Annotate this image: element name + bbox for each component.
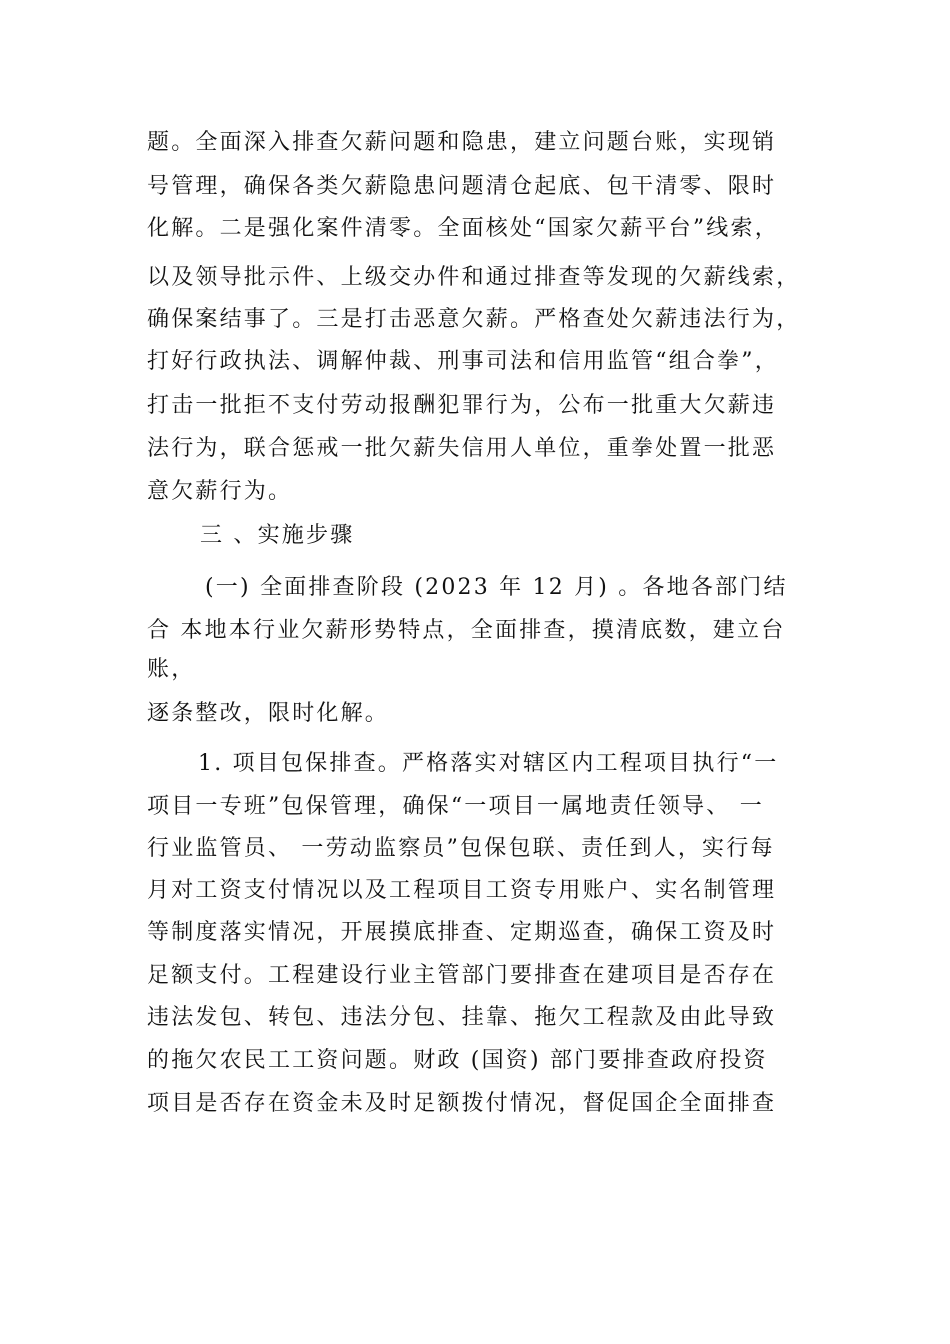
text-line: 的拖欠农民工工资问题。财政 (国资) 部门要排查政府投资 [147, 1048, 768, 1073]
text-line: 等制度落实情况，开展摸底排查、定期巡查，确保工资及时 [147, 920, 777, 945]
text-line: 项目是否存在资金未及时足额拨付情况，督促国企全面排查 [147, 1091, 777, 1116]
text-line: 行业监管员、 一劳动监察员”包保包联、责任到人，实行每 [147, 836, 775, 861]
text-line: 打击一批拒不支付劳动报酬犯罪行为，公布一批重大欠薪违 [147, 393, 777, 418]
text-line: 化解。二是强化案件清零。全面核处“国家欠薪平台”线索， [147, 216, 779, 241]
text-line: 逐条整改，限时化解。 [147, 701, 390, 726]
text-line: 足额支付。工程建设行业主管部门要排查在建项目是否存在 [147, 963, 777, 988]
text-line: 账， [147, 657, 196, 682]
list-item-heading: 1. 项目包保排查。严格落实对辖区内工程项目执行“一 [198, 751, 779, 776]
text-line: 以及领导批示件、上级交办件和通过排查等发现的欠薪线索， [147, 265, 801, 290]
text-line: 法行为，联合惩戒一批欠薪失信用人单位，重拳处置一批恶 [147, 436, 777, 461]
subsection-heading: (一) 全面排查阶段 (2023 年 12 月) 。各地各部门结 [205, 575, 788, 600]
text-line: 月对工资支付情况以及工程项目工资专用账户、实名制管理 [147, 878, 777, 903]
text-line: 项目一专班”包保管理，确保“一项目一属地责任领导、 一 [147, 794, 764, 819]
text-line: 号管理，确保各类欠薪隐患问题清仓起底、包干清零、限时 [147, 174, 777, 199]
text-line: 打好行政执法、调解仲裁、刑事司法和信用监管“组合拳”， [147, 349, 779, 374]
text-line: 意欠薪行为。 [147, 479, 293, 504]
text-line: 题。全面深入排查欠薪问题和隐患，建立问题台账，实现销 [147, 130, 777, 155]
text-line: 违法发包、转包、违法分包、挂靠、拖欠工程款及由此导致 [147, 1005, 777, 1030]
text-line: 合 本地本行业欠薪形势特点，全面排查，摸清底数，建立台 [147, 618, 786, 643]
section-heading: 三 、实施步骤 [200, 523, 355, 548]
text-line: 确保案结事了。三是打击恶意欠薪。严格查处欠薪违法行为， [147, 307, 801, 332]
